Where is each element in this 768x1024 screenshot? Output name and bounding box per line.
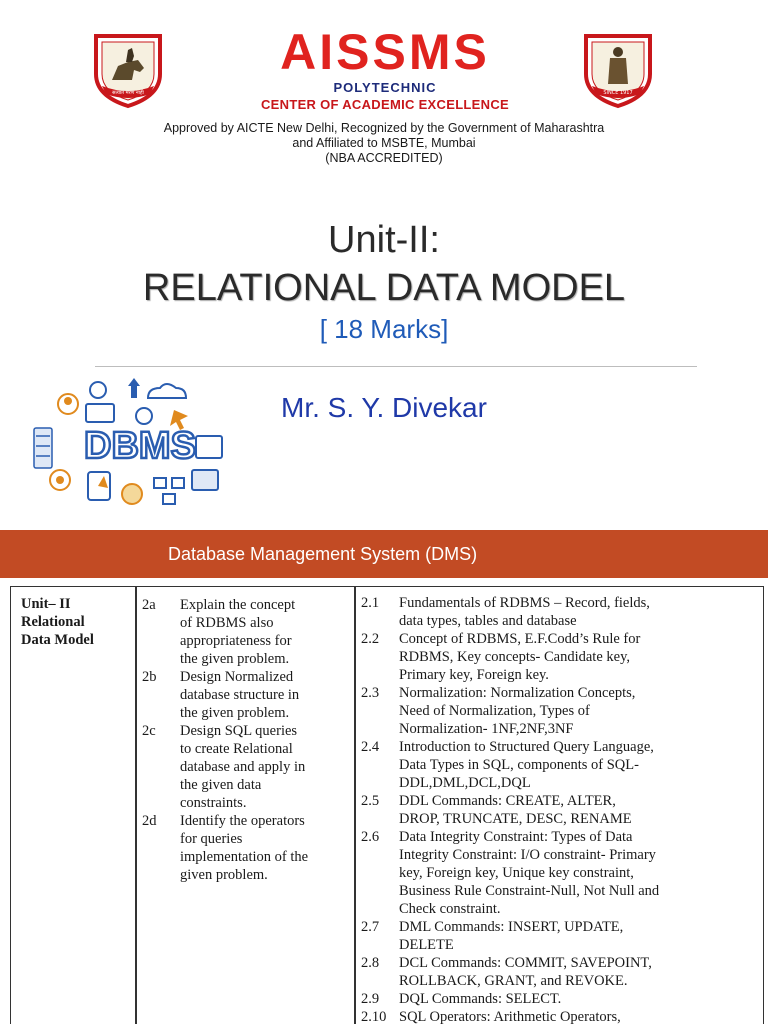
dbms-illustration-icon <box>28 376 228 511</box>
topic-line: data types, tables and database <box>399 613 577 629</box>
brand-name: AISSMS <box>280 24 490 80</box>
topic-line: Normalization: Normalization Concepts, <box>399 685 636 701</box>
column-divider <box>135 587 137 1024</box>
right-crest-text: SINCE 1917 <box>603 90 633 96</box>
unit-line: Unit– II <box>21 596 71 612</box>
brand-sub: POLYTECHNIC <box>333 80 437 95</box>
shivaji-crest-icon <box>88 30 168 110</box>
topic-item <box>361 738 757 792</box>
title-block <box>0 218 768 344</box>
unit-subtitle: RELATIONAL DATA MODEL <box>142 267 626 309</box>
topic-line: DQL Commands: SELECT. <box>399 991 562 1007</box>
approval-line: (NBA ACCREDITED) <box>325 151 443 165</box>
topic-line: Normalization- 1NF,2NF,3NF <box>399 721 574 737</box>
marks-label: [ 18 Marks] <box>319 314 449 344</box>
unit-line: Data Model <box>21 632 94 648</box>
topic-line: key, Foreign key, Unique key constraint, <box>399 865 634 881</box>
course-title: Database Management System (DMS) <box>168 544 478 564</box>
outcome-number: 2a <box>142 597 156 613</box>
institute-header <box>0 0 768 170</box>
outcome-line: implementation of the <box>180 849 309 865</box>
topic-item <box>361 954 757 990</box>
brand-block <box>200 26 570 112</box>
outcome-line: to create Relational <box>180 741 293 757</box>
topic-line: Data Integrity Constraint: Types of Data <box>399 829 633 845</box>
topic-line: RDBMS, Key concepts- Candidate key, <box>399 649 631 665</box>
topic-line: Concept of RDBMS, E.F.Codd’s Rule for <box>399 631 641 647</box>
outcome-item <box>142 722 350 812</box>
outcome-number: 2b <box>142 669 157 685</box>
topic-line: Business Rule Constraint-Null, Not Null and <box>399 883 660 899</box>
topic-number: 2.3 <box>361 685 380 701</box>
outcome-item <box>142 812 350 884</box>
syllabus-table <box>10 586 768 1024</box>
topic-line: DDL,DML,DCL,DQL <box>399 775 531 791</box>
syllabus-table-border <box>10 586 764 1024</box>
topic-item <box>361 630 757 684</box>
topic-line: Fundamentals of RDBMS – Record, fields, <box>399 595 650 611</box>
topic-item <box>361 684 757 738</box>
outcome-line: Explain the concept <box>180 597 296 613</box>
topic-line: Check constraint. <box>399 901 501 917</box>
topic-number: 2.8 <box>361 955 380 971</box>
approval-line: Approved by AICTE New Delhi, Recognized by the Government of Maharashtra <box>163 121 605 135</box>
unit-line: Relational <box>21 614 85 630</box>
unit-cell <box>21 595 131 649</box>
topic-line: DML Commands: INSERT, UPDATE, <box>399 919 624 935</box>
topic-item <box>361 594 757 630</box>
topic-number: 2.5 <box>361 793 380 809</box>
approval-line: and Affiliated to MSBTE, Mumbai <box>292 136 476 150</box>
outcome-line: Design SQL queries <box>180 723 298 739</box>
outcomes-cell <box>142 596 350 884</box>
topic-number: 2.4 <box>361 739 380 755</box>
topic-number: 2.6 <box>361 829 380 845</box>
title-divider <box>95 366 697 367</box>
outcome-line: database and apply in <box>180 759 306 775</box>
topic-line: DROP, TRUNCATE, DESC, RENAME <box>399 811 632 827</box>
topic-line: DDL Commands: CREATE, ALTER, <box>399 793 616 809</box>
outcome-line: for queries <box>180 831 243 847</box>
outcome-line: the given data <box>180 777 262 793</box>
outcome-line: appropriateness for <box>180 633 292 649</box>
outcome-line: Design Normalized <box>180 669 294 685</box>
outcome-line: of RDBMS also <box>180 615 274 631</box>
topic-number: 2.10 <box>361 1009 387 1024</box>
founder-crest-icon <box>578 30 658 110</box>
outcome-line: constraints. <box>180 795 247 811</box>
unit-title: Unit-II: <box>328 219 440 261</box>
topic-line: SQL Operators: Arithmetic Operators, <box>399 1009 621 1024</box>
topic-item <box>361 918 757 954</box>
left-crest-text: सत्यात मरण नाही <box>112 90 144 96</box>
approval-text <box>0 121 768 166</box>
outcome-line: given problem. <box>180 867 268 883</box>
outcome-item <box>142 668 350 722</box>
topic-line: Primary key, Foreign key. <box>399 667 549 683</box>
outcome-number: 2d <box>142 813 157 829</box>
topic-number: 2.1 <box>361 595 380 611</box>
dbms-art-label: DBMS <box>84 425 196 467</box>
topic-item <box>361 990 757 1008</box>
topic-item <box>361 1008 757 1024</box>
outcome-number: 2c <box>142 723 156 739</box>
outcome-line: the given problem. <box>180 705 290 721</box>
topics-cell <box>361 594 757 1024</box>
topic-line: Introduction to Structured Query Language, <box>399 739 654 755</box>
outcome-line: the given problem. <box>180 651 290 667</box>
topic-line: DELETE <box>399 937 454 953</box>
topic-line: Integrity Constraint: I/O constraint- Primary <box>399 847 656 863</box>
topic-item <box>361 792 757 828</box>
course-band <box>0 530 768 578</box>
topic-number: 2.9 <box>361 991 380 1007</box>
outcome-line: Identify the operators <box>180 813 305 829</box>
outcome-line: database structure in <box>180 687 300 703</box>
topic-number: 2.2 <box>361 631 380 647</box>
outcome-item <box>142 596 350 668</box>
topic-item <box>361 828 757 918</box>
topic-number: 2.7 <box>361 919 380 935</box>
column-divider <box>354 587 356 1024</box>
author-name: Mr. S. Y. Divekar <box>281 392 487 423</box>
topic-line: ROLLBACK, GRANT, and REVOKE. <box>399 973 628 989</box>
topic-line: DCL Commands: COMMIT, SAVEPOINT, <box>399 955 652 971</box>
topic-line: Need of Normalization, Types of <box>399 703 590 719</box>
brand-tagline: CENTER OF ACADEMIC EXCELLENCE <box>260 97 509 112</box>
topic-line: Data Types in SQL, components of SQL- <box>399 757 639 773</box>
